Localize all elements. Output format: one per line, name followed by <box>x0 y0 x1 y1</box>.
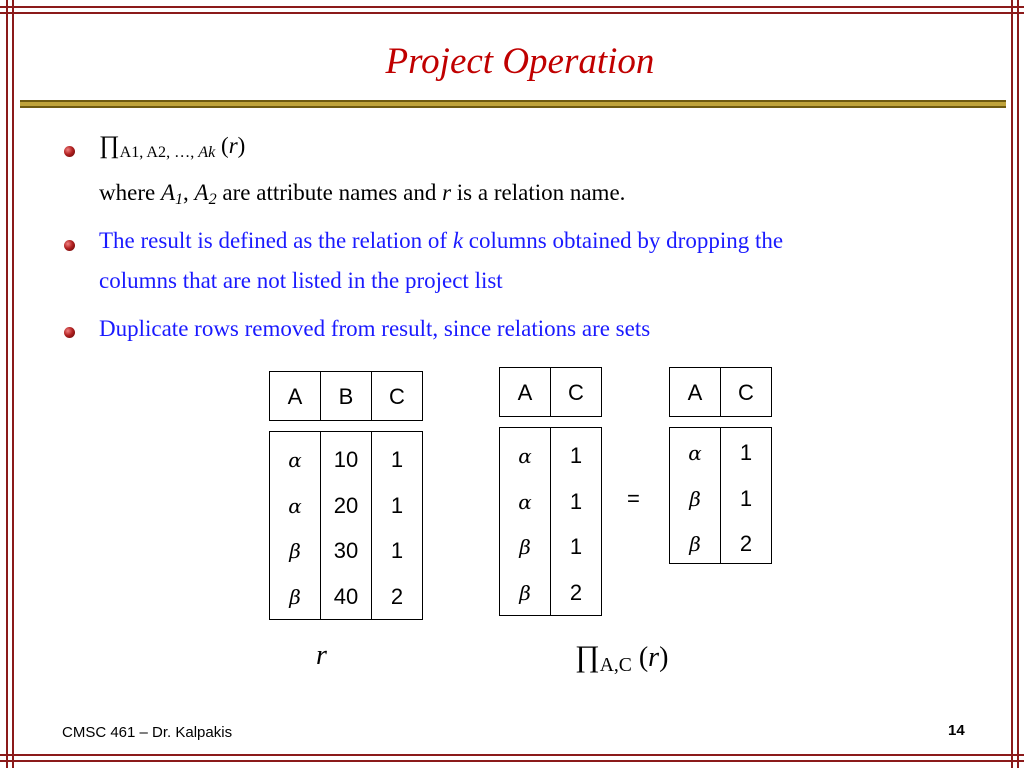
table-projected-header-a: A <box>517 380 533 405</box>
table-r-label: r <box>316 640 327 671</box>
table-cell: β <box>289 585 301 609</box>
table-cell: α <box>688 441 702 465</box>
table-r-body <box>269 431 423 620</box>
table-cell: 1 <box>390 447 404 472</box>
table-result-body <box>669 427 772 564</box>
bullet-1-icon <box>64 146 75 157</box>
bullet-3-text: Duplicate rows removed from result, since relations are sets <box>99 316 651 341</box>
table-cell: β <box>689 532 701 556</box>
table-cell: β <box>519 535 531 559</box>
table-cell: β <box>289 539 301 563</box>
slide-frame-top-inner <box>0 12 1024 14</box>
table-cell: α <box>288 494 302 518</box>
table-cell: 1 <box>569 443 583 468</box>
slide-title: Project Operation <box>385 41 655 82</box>
where-line: where $A_1$, $A_2$ are attribute names and r is a relation name. <box>99 180 626 209</box>
table-cell: α <box>518 490 532 514</box>
table-cell: 2 <box>390 584 404 609</box>
table-cell: 10 <box>333 447 359 472</box>
table-cell: 1 <box>569 534 583 559</box>
table-projected-header <box>499 367 602 417</box>
slide-frame-left-inner <box>12 0 14 768</box>
table-cell: α <box>288 448 302 472</box>
table-cell: 1 <box>739 486 753 511</box>
slide-frame-right <box>1017 0 1019 768</box>
project-notation: $\prod_{A1, A2, \dots, Ak}$ (r) <box>99 132 246 162</box>
title-rule <box>20 100 1006 108</box>
table-cell: 1 <box>390 538 404 563</box>
table-cell: β <box>689 487 701 511</box>
bullet-2-icon <box>64 240 75 251</box>
table-cell: α <box>518 444 532 468</box>
footer-course: CMSC 461 – Dr. Kalpakis <box>62 724 233 741</box>
slide-frame-bottom <box>0 760 1024 762</box>
bullet-2-line-1: The result is defined as the relation of k columns obtained by dropping the <box>99 228 784 253</box>
table-cell: 40 <box>333 584 359 609</box>
slide-frame-left <box>6 0 8 768</box>
table-projected-header-c: C <box>568 380 584 405</box>
table-r-header <box>269 371 423 421</box>
slide-frame-bottom-inner <box>0 754 1024 756</box>
slide-frame-top <box>0 6 1024 8</box>
slide-frame-right-inner <box>1011 0 1013 768</box>
table-cell: 2 <box>739 531 753 556</box>
table-cell: 1 <box>390 493 404 518</box>
table-r-header-b: B <box>338 384 354 409</box>
bullet-3-icon <box>64 327 75 338</box>
table-result-header-a: A <box>687 380 703 405</box>
table-r-header-a: A <box>287 384 303 409</box>
bullet-2-line-2: columns that are not listed in the project list <box>99 268 503 293</box>
table-projected-body <box>499 427 602 616</box>
table-r-header-c: C <box>389 384 405 409</box>
table-result-header-c: C <box>738 380 754 405</box>
table-cell: 1 <box>569 489 583 514</box>
table-cell: 20 <box>333 493 359 518</box>
table-cell: β <box>519 581 531 605</box>
table-cell: 2 <box>569 580 583 605</box>
page-number: 14 <box>948 722 965 739</box>
table-projected-label: $\prod_{A,C}$ (r) <box>575 640 669 676</box>
equals-sign: = <box>627 486 640 511</box>
table-cell: 30 <box>333 538 359 563</box>
table-result-header <box>669 367 772 417</box>
table-cell: 1 <box>739 440 753 465</box>
